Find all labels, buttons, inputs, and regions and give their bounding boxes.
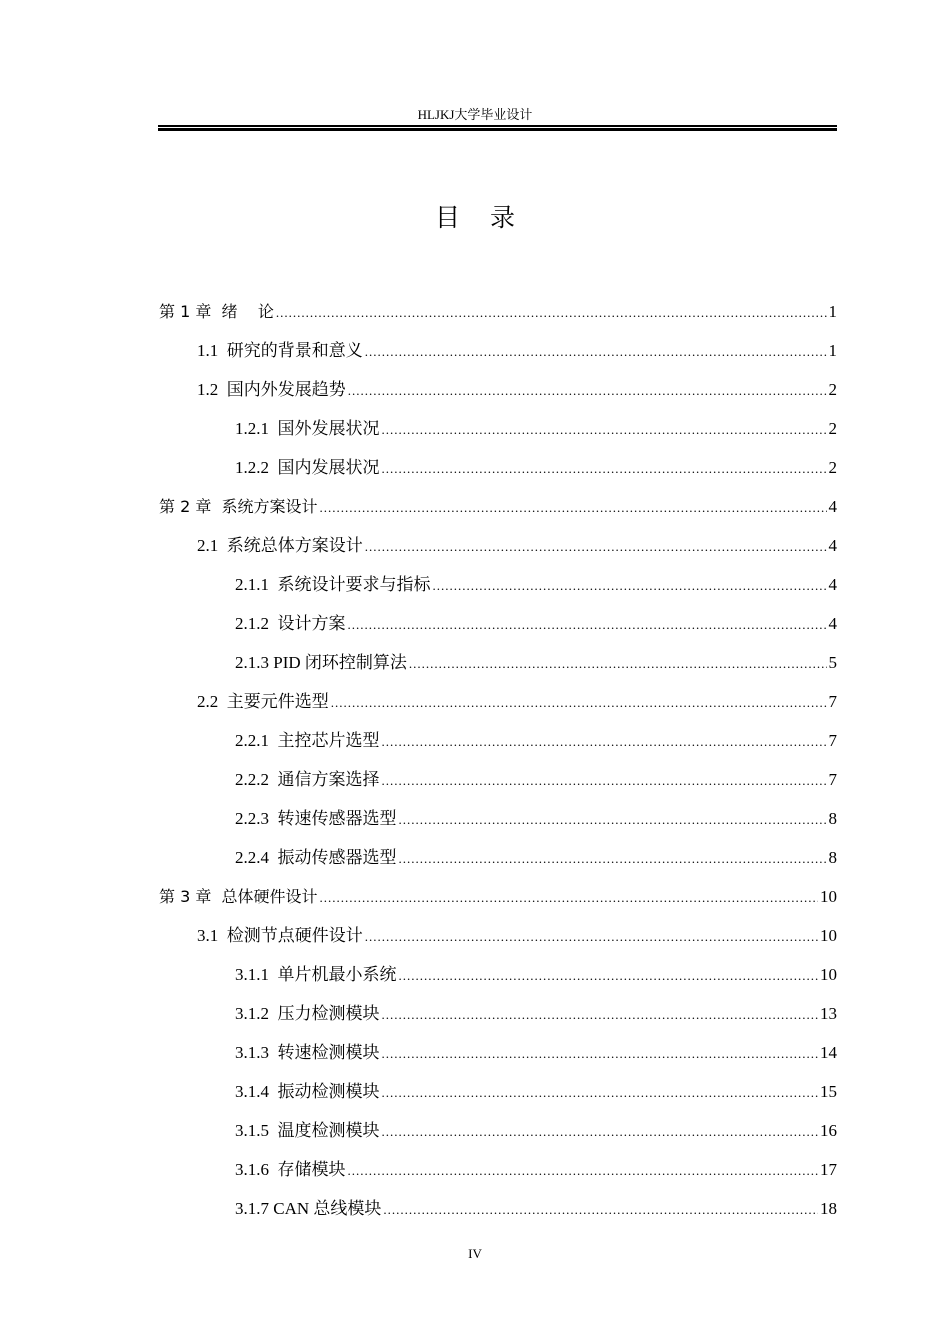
toc-entry[interactable] (159, 885, 837, 924)
toc-entry[interactable] (159, 1158, 837, 1197)
toc-entry-label: 3.1 检测节点硬件设计 (197, 926, 363, 945)
toc-entry-label: 2.2.4 振动传感器选型 (235, 848, 397, 867)
toc-entry-page: 15 (820, 1082, 837, 1101)
toc-entry-page: 4 (828, 614, 837, 633)
table-of-contents (159, 300, 837, 1236)
toc-entry[interactable] (159, 651, 837, 690)
dot-leader (382, 457, 827, 481)
toc-entry[interactable] (159, 378, 837, 417)
toc-entry-label: 2.1.1 系统设计要求与指标 (235, 575, 431, 594)
dot-leader (382, 1120, 819, 1144)
toc-entry-page: 17 (820, 1160, 837, 1179)
toc-entry-page: 4 (828, 536, 837, 555)
toc-entry[interactable] (159, 963, 837, 1002)
dot-leader (348, 613, 827, 637)
dot-leader (365, 535, 827, 559)
toc-entry-label: 2.2.3 转速传感器选型 (235, 809, 397, 828)
toc-entry-page: 4 (828, 575, 837, 594)
dot-leader (348, 379, 827, 403)
dot-leader (399, 964, 819, 988)
toc-entry[interactable] (159, 495, 837, 534)
dot-leader (320, 496, 827, 520)
toc-entry-page: 1 (828, 302, 837, 321)
header-rule-thick (158, 128, 837, 131)
toc-entry-page: 13 (820, 1004, 837, 1023)
dot-leader (365, 925, 818, 949)
dot-leader (382, 1042, 819, 1066)
toc-entry[interactable] (159, 1002, 837, 1041)
dot-leader (382, 418, 827, 442)
toc-entry-page: 10 (820, 926, 837, 945)
dot-leader (409, 652, 827, 676)
toc-entry-label: 2.2 主要元件选型 (197, 692, 329, 711)
toc-entry[interactable] (159, 846, 837, 885)
running-header: HLJKJ大学毕业设计 (417, 107, 533, 122)
page-number: IV (468, 1246, 482, 1261)
dot-leader (399, 847, 827, 871)
toc-entry-page: 2 (828, 380, 837, 399)
toc-entry-page: 10 (820, 965, 837, 984)
toc-entry-label: 2.2.1 主控芯片选型 (235, 731, 380, 750)
toc-entry-label: 1.2 国内外发展趋势 (197, 380, 346, 399)
toc-entry[interactable] (159, 456, 837, 495)
dot-leader (320, 886, 818, 910)
toc-entry-label: 2.1.2 设计方案 (235, 614, 346, 633)
toc-entry-label: 1.1 研究的背景和意义 (197, 341, 363, 360)
toc-entry-label: 3.1.3 转速检测模块 (235, 1043, 380, 1062)
dot-leader (399, 808, 827, 832)
dot-leader (365, 340, 827, 364)
toc-entry[interactable] (159, 1197, 837, 1236)
toc-entry[interactable] (159, 339, 837, 378)
dot-leader (276, 301, 827, 325)
toc-entry-label: 第 1 章 绪 论 (159, 302, 274, 321)
toc-entry-page: 1 (828, 341, 837, 360)
toc-entry-page: 8 (828, 809, 837, 828)
toc-entry-label: 2.1 系统总体方案设计 (197, 536, 363, 555)
toc-entry-label: 3.1.1 单片机最小系统 (235, 965, 397, 984)
header-rule-thin (158, 125, 837, 127)
toc-entry-label: 3.1.5 温度检测模块 (235, 1121, 380, 1140)
dot-leader (383, 1198, 818, 1222)
toc-entry[interactable] (159, 417, 837, 456)
dot-leader (433, 574, 827, 598)
toc-entry[interactable] (159, 1119, 837, 1158)
dot-leader (382, 730, 827, 754)
toc-entry-page: 7 (828, 692, 837, 711)
toc-entry-page: 18 (820, 1199, 837, 1218)
toc-entry-page: 5 (828, 653, 837, 672)
toc-entry[interactable] (159, 573, 837, 612)
page-title: 目录 (434, 203, 545, 232)
toc-entry-label: 3.1.4 振动检测模块 (235, 1082, 380, 1101)
dot-leader (382, 769, 827, 793)
toc-entry-page: 2 (828, 419, 837, 438)
toc-entry-page: 16 (820, 1121, 837, 1140)
toc-entry-label: 3.1.2 压力检测模块 (235, 1004, 380, 1023)
toc-entry[interactable] (159, 534, 837, 573)
toc-entry[interactable] (159, 300, 837, 339)
toc-entry-label: 第 3 章 总体硬件设计 (159, 887, 318, 906)
toc-entry-page: 14 (820, 1043, 837, 1062)
toc-entry-label: 2.2.2 通信方案选择 (235, 770, 380, 789)
toc-entry-page: 7 (828, 731, 837, 750)
toc-entry[interactable] (159, 729, 837, 768)
toc-entry-label: 1.2.1 国外发展状况 (235, 419, 380, 438)
toc-entry-label: 2.1.3 PID 闭环控制算法 (235, 653, 407, 672)
dot-leader (331, 691, 827, 715)
toc-entry-page: 8 (828, 848, 837, 867)
toc-entry-label: 1.2.2 国内发展状况 (235, 458, 380, 477)
toc-entry-page: 2 (828, 458, 837, 477)
dot-leader (382, 1081, 819, 1105)
toc-entry-label: 3.1.7 CAN 总线模块 (235, 1199, 382, 1218)
toc-entry[interactable] (159, 1041, 837, 1080)
toc-entry-page: 4 (828, 497, 837, 516)
toc-entry[interactable] (159, 924, 837, 963)
toc-entry-label: 3.1.6 存储模块 (235, 1160, 346, 1179)
toc-entry[interactable] (159, 768, 837, 807)
toc-entry-page: 10 (820, 887, 837, 906)
dot-leader (382, 1003, 819, 1027)
toc-entry[interactable] (159, 690, 837, 729)
toc-entry[interactable] (159, 612, 837, 651)
toc-entry[interactable] (159, 807, 837, 846)
toc-entry-label: 第 2 章 系统方案设计 (159, 497, 318, 516)
toc-entry[interactable] (159, 1080, 837, 1119)
dot-leader (348, 1159, 819, 1183)
toc-entry-page: 7 (828, 770, 837, 789)
